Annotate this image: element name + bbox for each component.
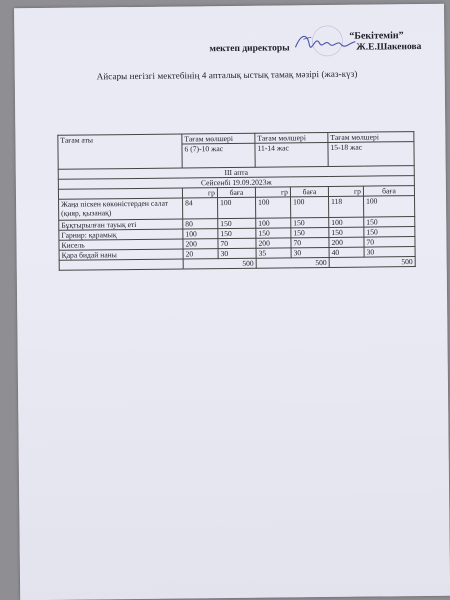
cell: 100 xyxy=(291,196,329,217)
menu-table xyxy=(57,131,415,271)
cell: 30 xyxy=(218,248,256,258)
cell: 150 xyxy=(218,218,256,228)
header-food-name: Тағам аты xyxy=(58,134,182,169)
food-name: Жаңа піскен көкөністерден салат (қияр, қызанақ) xyxy=(59,198,183,220)
cell: 150 xyxy=(291,227,329,237)
cell: 100 xyxy=(329,217,364,227)
cell: 70 xyxy=(291,237,329,247)
food-name: Қара бидай наны xyxy=(59,249,183,260)
food-name: Кисель xyxy=(59,239,183,250)
cell: 150 xyxy=(364,217,415,228)
group-label: Тағам мөлшері xyxy=(330,132,379,142)
approval-title: “Бекітемін” xyxy=(349,30,404,42)
total-cell: 500 xyxy=(329,257,415,268)
cell: 200 xyxy=(256,238,291,248)
document-page xyxy=(14,4,450,600)
cell: 100 xyxy=(363,196,414,218)
sub-price: баға xyxy=(363,186,414,197)
cell: 200 xyxy=(183,239,218,249)
cell: 30 xyxy=(364,247,415,258)
table-header-row xyxy=(58,132,414,170)
cell: 150 xyxy=(218,228,256,238)
cell: 84 xyxy=(183,198,218,219)
header-group-3 xyxy=(328,132,414,167)
cell: 30 xyxy=(291,247,329,257)
group-age: 15-18 жас xyxy=(328,141,413,152)
cell: 150 xyxy=(256,228,291,238)
group-age: 6 (7)-10 жас xyxy=(182,143,254,154)
sub-price: баға xyxy=(217,187,255,197)
cell: 100 xyxy=(218,197,256,218)
cell: 118 xyxy=(329,196,364,217)
cell: 200 xyxy=(329,237,364,247)
director-signature xyxy=(289,25,361,58)
total-cell: 500 xyxy=(256,257,329,268)
document-title: Айсары негізгі мектебінің 4 апталық ыстық тамақ мәзірі (жаз-күз) xyxy=(96,68,358,82)
cell: 150 xyxy=(291,217,329,227)
day-label: Сейсенбі 19.09.2023ж xyxy=(58,176,414,190)
week-label: III апта xyxy=(58,166,414,180)
cell: 40 xyxy=(329,247,364,257)
sub-gr: гр xyxy=(182,188,217,198)
food-name: Гарнир: қарамық xyxy=(59,229,183,240)
sub-price: баға xyxy=(290,186,328,196)
cell: 150 xyxy=(364,227,415,238)
cell: 35 xyxy=(256,248,291,258)
group-age: 11-14 жас xyxy=(255,142,327,153)
cell: 100 xyxy=(183,229,218,239)
cell: 80 xyxy=(183,219,218,229)
group-label: Тағам мөлшері xyxy=(257,133,306,143)
cell: 150 xyxy=(329,227,364,237)
cell: 70 xyxy=(364,237,415,248)
cell: 20 xyxy=(183,249,218,259)
group-label: Тағам мөлшері xyxy=(184,133,233,144)
cell: 100 xyxy=(256,218,291,228)
director-position: мектеп директоры xyxy=(209,43,290,55)
director-name: Ж.Е.Шакенова xyxy=(356,41,422,53)
sub-gr: гр xyxy=(328,186,363,196)
cell: 100 xyxy=(256,197,291,218)
sub-gr: гр xyxy=(255,187,290,197)
food-name: Бұқтырылған тауық еті xyxy=(59,219,183,230)
header-group-2 xyxy=(255,132,328,167)
total-cell: 500 xyxy=(183,258,256,269)
header-group-1 xyxy=(182,133,255,168)
cell: 70 xyxy=(218,238,256,248)
